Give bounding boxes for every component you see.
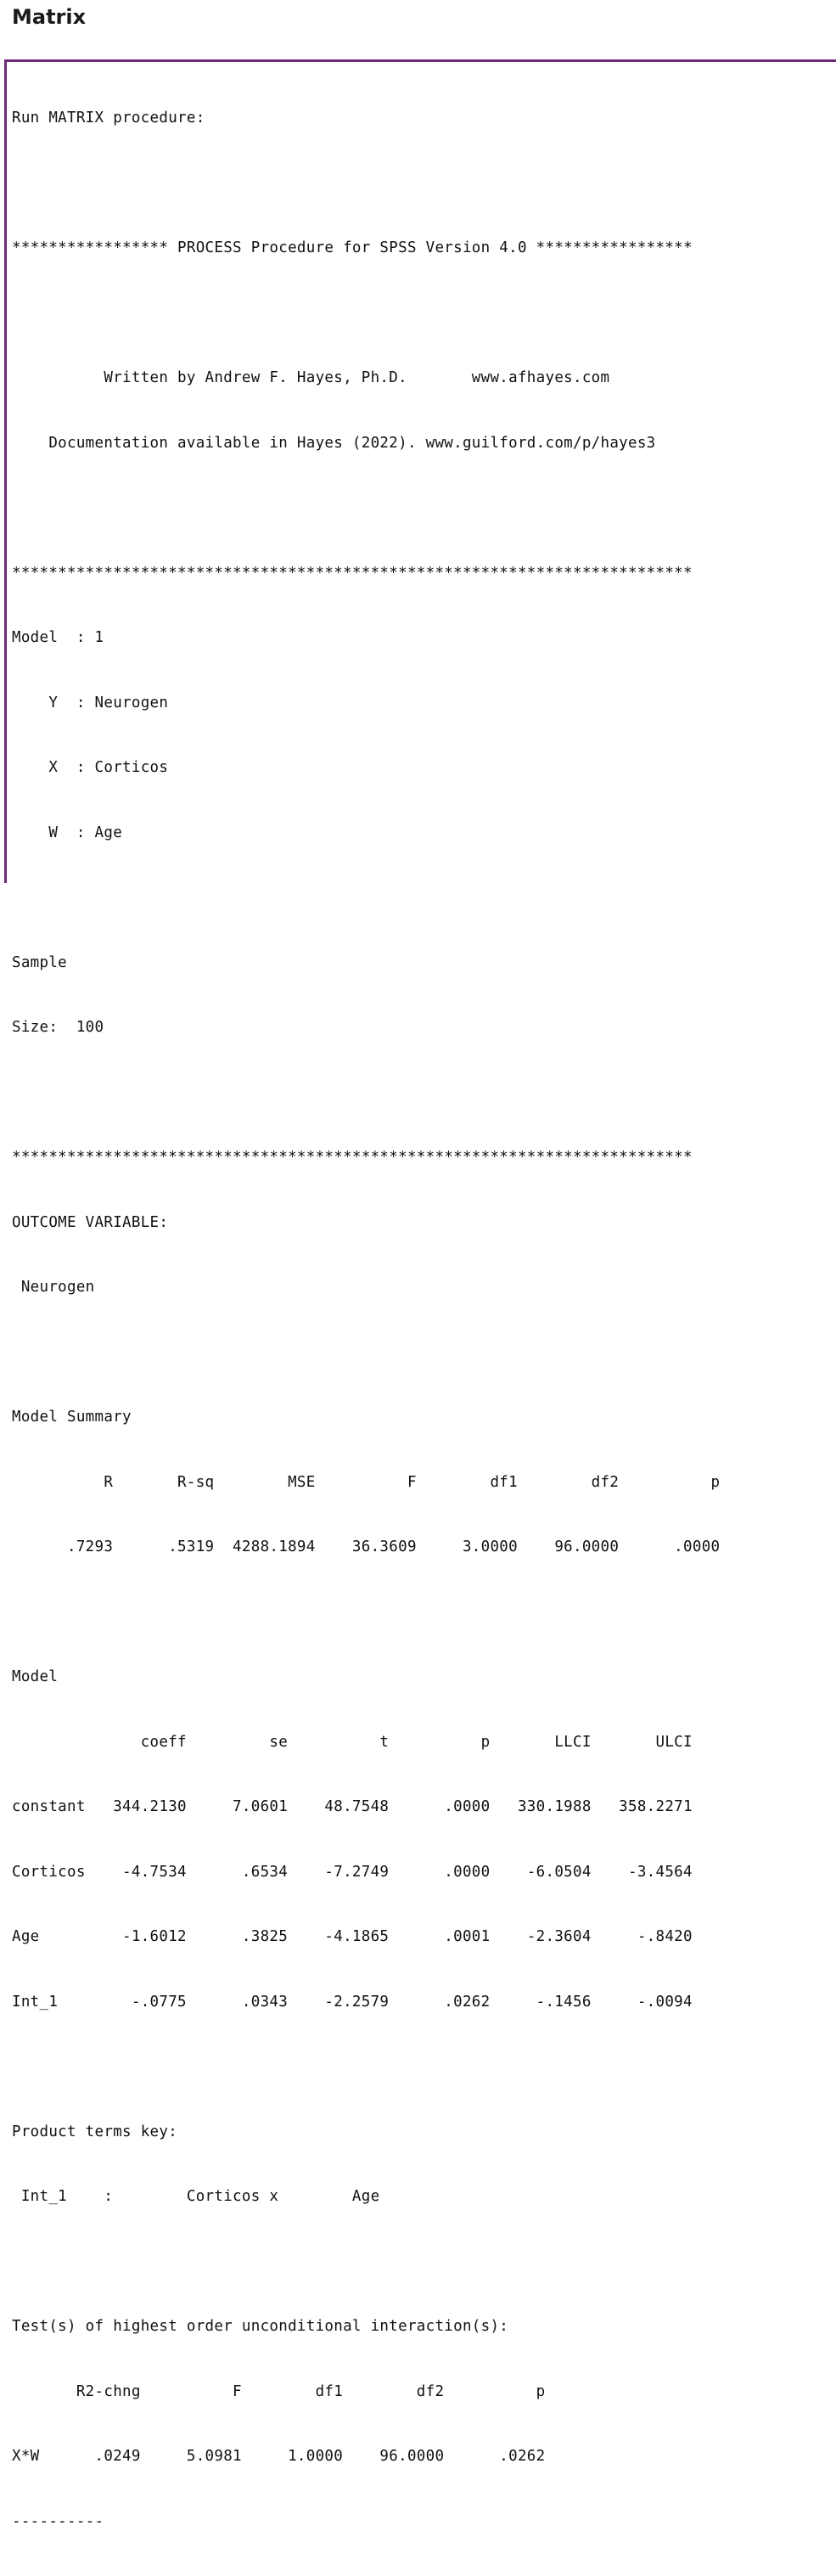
output-line: X*W .0249 5.0981 1.0000 96.0000 .0262 [12,2448,546,2465]
output-line: Written by Andrew F. Hayes, Ph.D. www.afhayes.com [12,369,610,386]
output-line: Y : Neurogen [12,694,169,711]
output-line: R R-sq MSE F df1 df2 p [12,1473,721,1491]
output-line [12,1083,720,1105]
output-line: .7293 .5319 4288.1894 36.3609 3.0000 96.0000 .0000 [12,1538,721,1555]
output-line: Size: 100 [12,1019,104,1036]
output-line: W : Age [12,824,123,841]
output-line: ************************************************************************** [12,1149,693,1166]
output-line: ************************************************************************** [12,564,693,582]
output-line: R2-chng F df1 df2 p [12,2382,546,2400]
output-line: Run MATRIX procedure: [12,110,205,127]
output-line: Model Summary [12,1409,132,1426]
matrix-output-text [12,65,720,2576]
output-line: ***************** PROCESS Procedure for SPSS Version 4.0 ***************** [12,239,693,256]
output-line [12,498,720,520]
output-line: coeff se t p LLCI ULCI [12,1733,693,1751]
output-line: Sample [12,953,68,971]
output-line: constant 344.2130 7.0601 48.7548 .0000 330.1988 358.2271 [12,1798,693,1815]
output-line: ---------- [12,2512,104,2530]
output-line: Age -1.6012 .3825 -4.1865 .0001 -2.3604 -.8420 [12,1928,693,1945]
output-line: Documentation available in Hayes (2022). www.guilford.com/p/hayes3 [12,434,656,452]
output-line [12,2056,720,2078]
output-line [12,303,720,325]
page-title: Matrix [12,5,87,29]
output-panel [4,59,836,2530]
output-line [12,2252,720,2274]
output-line: Product terms key: [12,2123,178,2140]
output-line: Model [12,1668,59,1685]
output-line: Corticos -4.7534 .6534 -7.2749 .0000 -6.0504 -3.4564 [12,1863,693,1881]
output-line [12,1602,720,1624]
output-line [12,173,720,195]
output-line [12,1342,720,1364]
output-line [12,887,720,909]
output-line: X : Corticos [12,759,169,776]
output-line: Int_1 -.0775 .0343 -2.2579 .0262 -.1456 -.0094 [12,1993,693,2011]
output-line: OUTCOME VARIABLE: [12,1213,169,1231]
output-line: Int_1 : Corticos x Age [12,2188,380,2205]
output-line: Test(s) of highest order unconditional interaction(s): [12,2318,509,2335]
output-line: Neurogen [12,1279,95,1296]
output-line: Model : 1 [12,629,104,646]
